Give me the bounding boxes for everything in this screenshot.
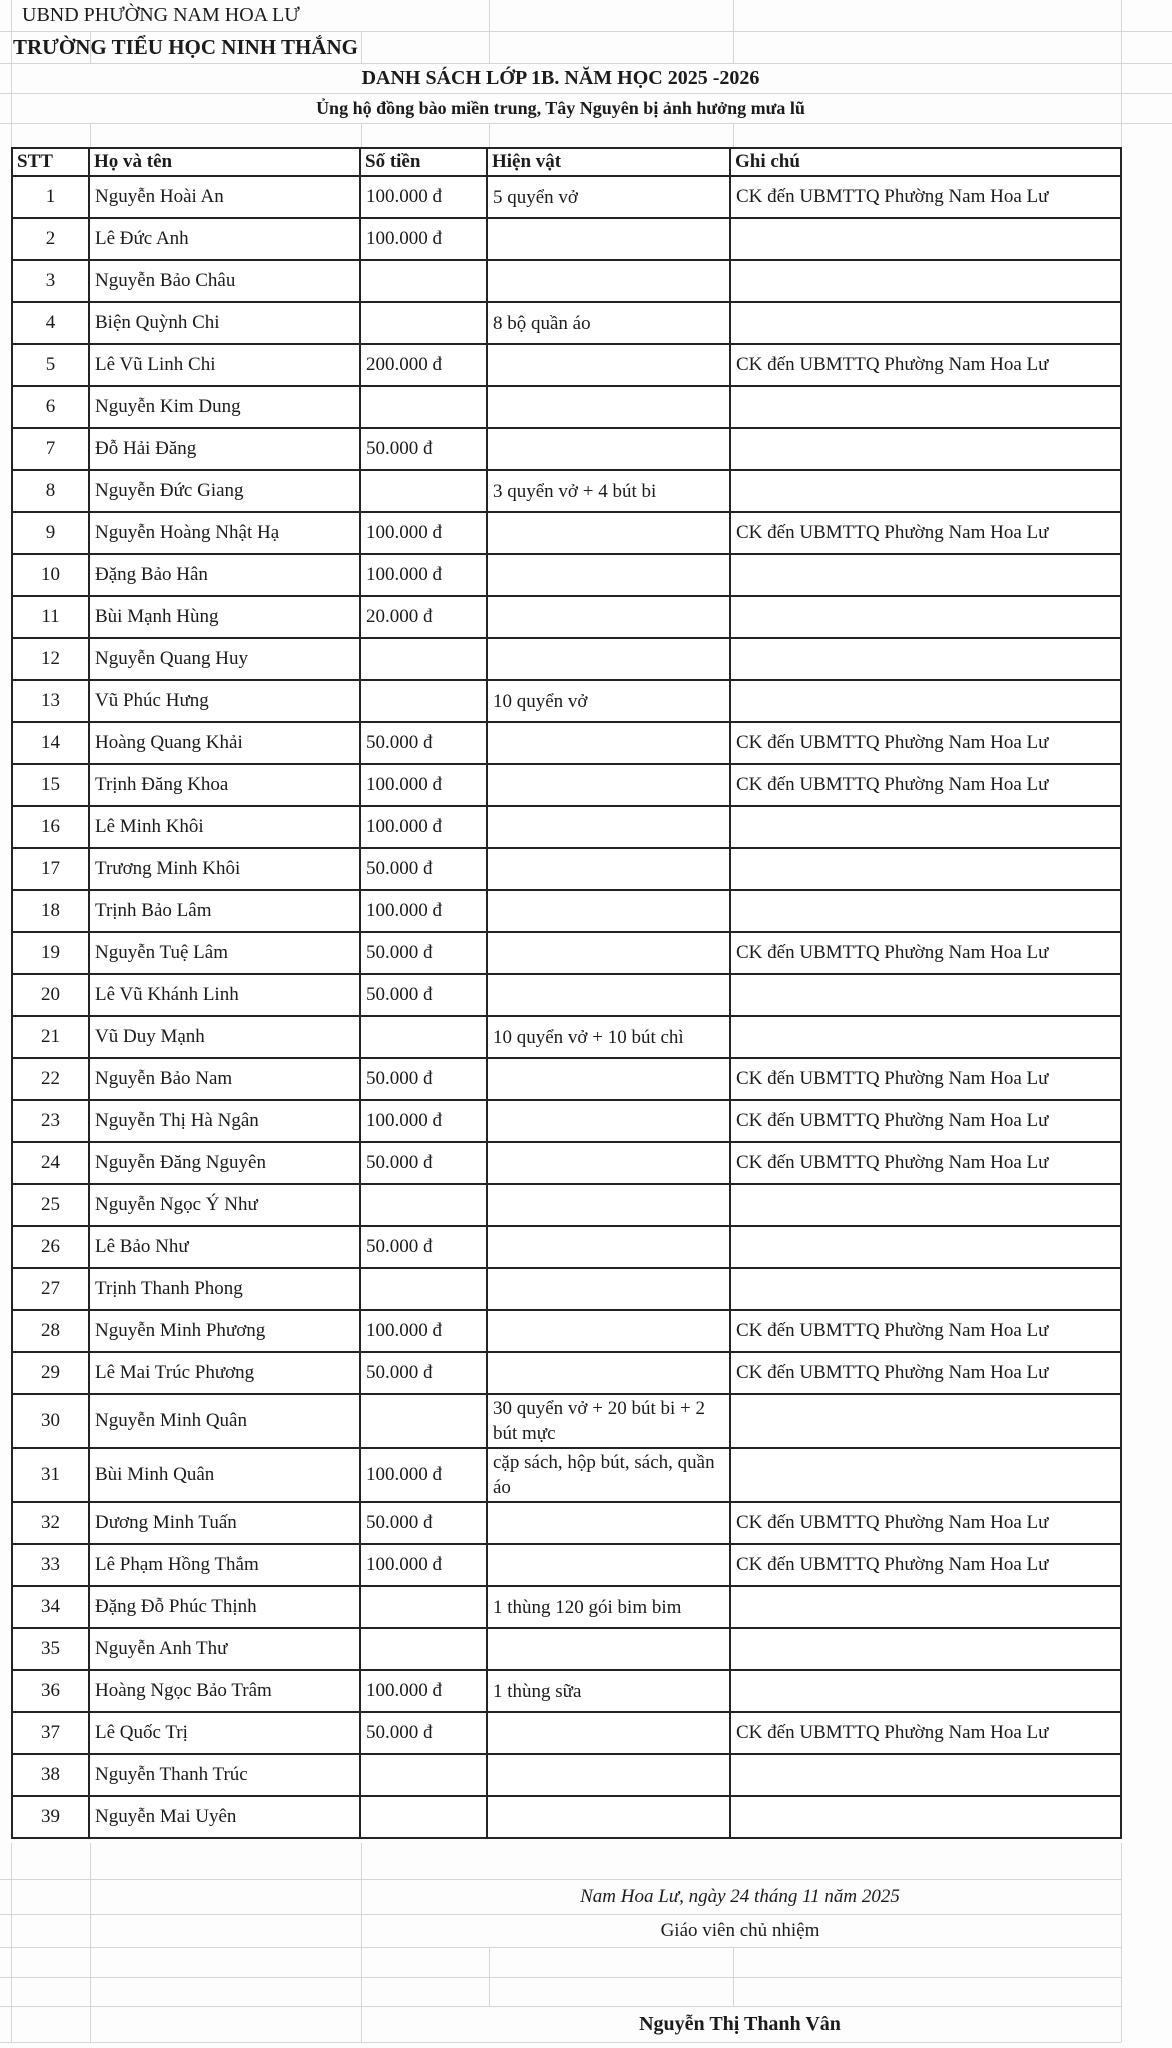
cell-note — [730, 1016, 1121, 1058]
table-row — [12, 512, 1121, 554]
cell-amount: 100.000 đ — [360, 218, 487, 260]
cell-goods — [487, 386, 730, 428]
cell-note: CK đến UBMTTQ Phường Nam Hoa Lư — [730, 1100, 1121, 1142]
cell-note — [730, 1268, 1121, 1310]
cell-note — [730, 1226, 1121, 1268]
cell-amount: 100.000 đ — [360, 1100, 487, 1142]
table-row — [12, 1352, 1121, 1394]
cell-stt: 38 — [12, 1754, 89, 1796]
cell-goods: 5 quyển vở — [487, 176, 730, 218]
gridline — [361, 123, 362, 147]
cell-stt: 9 — [12, 512, 89, 554]
cell-stt: 17 — [12, 848, 89, 890]
table-row — [12, 428, 1121, 470]
cell-stt: 7 — [12, 428, 89, 470]
table-row — [12, 848, 1121, 890]
cell-goods — [487, 596, 730, 638]
cell-amount: 100.000 đ — [360, 764, 487, 806]
table-row — [12, 1142, 1121, 1184]
cell-amount: 100.000 đ — [360, 1670, 487, 1712]
table-row — [12, 680, 1121, 722]
cell-note — [730, 1670, 1121, 1712]
cell-name: Nguyễn Đức Giang — [89, 470, 360, 512]
cell-amount: 200.000 đ — [360, 344, 487, 386]
cell-goods — [487, 512, 730, 554]
cell-note — [730, 428, 1121, 470]
cell-amount: 100.000 đ — [360, 1544, 487, 1586]
cell-stt: 18 — [12, 890, 89, 932]
cell-goods — [487, 1712, 730, 1754]
cell-amount — [360, 1184, 487, 1226]
cell-note — [730, 1754, 1121, 1796]
cell-goods — [487, 638, 730, 680]
cell-goods — [487, 218, 730, 260]
cell-name: Trương Minh Khôi — [89, 848, 360, 890]
cell-name: Hoàng Ngọc Bảo Trâm — [89, 1670, 360, 1712]
cell-goods — [487, 1100, 730, 1142]
cell-goods — [487, 1352, 730, 1394]
cell-stt: 27 — [12, 1268, 89, 1310]
cell-goods — [487, 974, 730, 1016]
cell-name: Trịnh Bảo Lâm — [89, 890, 360, 932]
table-row — [12, 1226, 1121, 1268]
cell-name: Lê Vũ Khánh Linh — [89, 974, 360, 1016]
signer-role: Giáo viên chủ nhiệm — [660, 1920, 820, 1941]
cell-stt: 15 — [12, 764, 89, 806]
cell-note — [730, 260, 1121, 302]
cell-goods — [487, 1268, 730, 1310]
cell-stt: 37 — [12, 1712, 89, 1754]
cell-name: Vũ Duy Mạnh — [89, 1016, 360, 1058]
cell-goods: cặp sách, hộp bút, sách, quần áo — [487, 1448, 730, 1502]
cell-note: CK đến UBMTTQ Phường Nam Hoa Lư — [730, 932, 1121, 974]
cell-goods: 3 quyển vở + 4 bút bi — [487, 470, 730, 512]
cell-goods — [487, 1796, 730, 1838]
cell-amount: 100.000 đ — [360, 1310, 487, 1352]
table-row — [12, 764, 1121, 806]
cell-goods — [487, 722, 730, 764]
cell-note: CK đến UBMTTQ Phường Nam Hoa Lư — [730, 1058, 1121, 1100]
cell-name: Lê Minh Khôi — [89, 806, 360, 848]
cell-stt: 24 — [12, 1142, 89, 1184]
cell-goods — [487, 344, 730, 386]
cell-name: Vũ Phúc Hưng — [89, 680, 360, 722]
cell-amount: 50.000 đ — [360, 932, 487, 974]
table-row — [12, 386, 1121, 428]
table-row — [12, 1586, 1121, 1628]
signer-name-row — [0, 2006, 1172, 2042]
cell-amount: 50.000 đ — [360, 848, 487, 890]
gridline — [489, 1947, 490, 2006]
cell-name: Nguyễn Thị Hà Ngân — [89, 1100, 360, 1142]
gridline — [0, 123, 1172, 124]
cell-note: CK đến UBMTTQ Phường Nam Hoa Lư — [730, 1142, 1121, 1184]
cell-note — [730, 302, 1121, 344]
cell-goods — [487, 1544, 730, 1586]
cell-amount: 100.000 đ — [360, 512, 487, 554]
cell-name: Nguyễn Minh Phương — [89, 1310, 360, 1352]
gridline — [733, 123, 734, 147]
table-row — [12, 218, 1121, 260]
date-line: Nam Hoa Lư, ngày 24 tháng 11 năm 2025 — [580, 1886, 900, 1907]
table-row — [12, 1016, 1121, 1058]
org-name-line1: UBND PHƯỜNG NAM HOA LƯ — [22, 4, 300, 26]
cell-note — [730, 596, 1121, 638]
date-line-row — [0, 1879, 1172, 1914]
cell-amount: 50.000 đ — [360, 1712, 487, 1754]
table-row — [12, 1268, 1121, 1310]
cell-stt: 25 — [12, 1184, 89, 1226]
org-name-line2: TRƯỜNG TIỂU HỌC NINH THẮNG — [13, 35, 358, 59]
table-row — [12, 806, 1121, 848]
cell-note — [730, 554, 1121, 596]
cell-goods — [487, 848, 730, 890]
table-row — [12, 1712, 1121, 1754]
column-header-goods: Hiện vật — [487, 148, 730, 176]
gridline — [489, 123, 490, 147]
cell-name: Nguyễn Bảo Nam — [89, 1058, 360, 1100]
cell-goods — [487, 932, 730, 974]
cell-note: CK đến UBMTTQ Phường Nam Hoa Lư — [730, 344, 1121, 386]
cell-note: CK đến UBMTTQ Phường Nam Hoa Lư — [730, 1352, 1121, 1394]
cell-amount: 50.000 đ — [360, 1226, 487, 1268]
table-row — [12, 1796, 1121, 1838]
cell-name: Lê Vũ Linh Chi — [89, 344, 360, 386]
cell-name: Nguyễn Quang Huy — [89, 638, 360, 680]
cell-amount: 50.000 đ — [360, 1352, 487, 1394]
cell-amount — [360, 1628, 487, 1670]
table-row — [12, 1100, 1121, 1142]
cell-goods — [487, 1502, 730, 1544]
cell-stt: 36 — [12, 1670, 89, 1712]
cell-name: Lê Quốc Trị — [89, 1712, 360, 1754]
cell-name: Trịnh Thanh Phong — [89, 1268, 360, 1310]
cell-note — [730, 848, 1121, 890]
cell-goods — [487, 554, 730, 596]
cell-goods: 8 bộ quần áo — [487, 302, 730, 344]
cell-goods — [487, 1142, 730, 1184]
cell-stt: 16 — [12, 806, 89, 848]
cell-note — [730, 386, 1121, 428]
cell-name: Lê Phạm Hồng Thắm — [89, 1544, 360, 1586]
cell-goods — [487, 1058, 730, 1100]
cell-amount: 100.000 đ — [360, 806, 487, 848]
cell-stt: 35 — [12, 1628, 89, 1670]
cell-note — [730, 470, 1121, 512]
cell-name: Nguyễn Bảo Châu — [89, 260, 360, 302]
table-row — [12, 1310, 1121, 1352]
table-row — [12, 1544, 1121, 1586]
cell-amount — [360, 680, 487, 722]
table-row — [12, 890, 1121, 932]
column-header-amount: Số tiền — [360, 148, 487, 176]
cell-name: Dương Minh Tuấn — [89, 1502, 360, 1544]
cell-name: Biện Quỳnh Chi — [89, 302, 360, 344]
cell-amount — [360, 386, 487, 428]
signer-role-row — [0, 1914, 1172, 1947]
cell-note — [730, 1448, 1121, 1502]
cell-note — [730, 638, 1121, 680]
cell-name: Nguyễn Kim Dung — [89, 386, 360, 428]
cell-goods: 10 quyển vở — [487, 680, 730, 722]
column-header-name: Họ và tên — [89, 148, 360, 176]
cell-stt: 34 — [12, 1586, 89, 1628]
cell-amount — [360, 1586, 487, 1628]
cell-note — [730, 218, 1121, 260]
cell-stt: 21 — [12, 1016, 89, 1058]
cell-note — [730, 1394, 1121, 1448]
column-header-stt: STT — [12, 148, 89, 176]
cell-amount: 50.000 đ — [360, 1142, 487, 1184]
cell-stt: 4 — [12, 302, 89, 344]
cell-name: Lê Đức Anh — [89, 218, 360, 260]
cell-stt: 8 — [12, 470, 89, 512]
cell-stt: 31 — [12, 1448, 89, 1502]
cell-stt: 10 — [12, 554, 89, 596]
gridline — [0, 1977, 1121, 1978]
cell-note — [730, 806, 1121, 848]
cell-goods — [487, 1754, 730, 1796]
cell-stt: 23 — [12, 1100, 89, 1142]
table-row — [12, 1448, 1121, 1502]
cell-name: Nguyễn Anh Thư — [89, 1628, 360, 1670]
cell-stt: 29 — [12, 1352, 89, 1394]
cell-goods — [487, 764, 730, 806]
gridline — [733, 1947, 734, 2006]
cell-stt: 26 — [12, 1226, 89, 1268]
cell-note: CK đến UBMTTQ Phường Nam Hoa Lư — [730, 1310, 1121, 1352]
gridline — [90, 123, 91, 147]
cell-note: CK đến UBMTTQ Phường Nam Hoa Lư — [730, 176, 1121, 218]
table-row — [12, 1058, 1121, 1100]
cell-name: Trịnh Đăng Khoa — [89, 764, 360, 806]
cell-note — [730, 974, 1121, 1016]
cell-goods: 1 thùng 120 gói bim bim — [487, 1586, 730, 1628]
table-row — [12, 260, 1121, 302]
cell-amount — [360, 1016, 487, 1058]
cell-note: CK đến UBMTTQ Phường Nam Hoa Lư — [730, 1502, 1121, 1544]
cell-stt: 20 — [12, 974, 89, 1016]
gridline — [0, 2042, 1121, 2043]
cell-note: CK đến UBMTTQ Phường Nam Hoa Lư — [730, 1544, 1121, 1586]
cell-name: Bùi Minh Quân — [89, 1448, 360, 1502]
cell-name: Đỗ Hải Đăng — [89, 428, 360, 470]
table-row — [12, 974, 1121, 1016]
cell-note — [730, 1184, 1121, 1226]
cell-goods: 30 quyển vở + 20 bút bi + 2 bút mực — [487, 1394, 730, 1448]
table-row — [12, 470, 1121, 512]
signer-name: Nguyễn Thị Thanh Vân — [639, 2013, 841, 2035]
cell-stt: 6 — [12, 386, 89, 428]
cell-name: Đặng Bảo Hân — [89, 554, 360, 596]
table-row — [12, 722, 1121, 764]
table-row — [12, 176, 1121, 218]
cell-amount: 50.000 đ — [360, 722, 487, 764]
column-header-note: Ghi chú — [730, 148, 1121, 176]
cell-stt: 5 — [12, 344, 89, 386]
cell-amount: 50.000 đ — [360, 1502, 487, 1544]
cell-name: Đặng Đỗ Phúc Thịnh — [89, 1586, 360, 1628]
cell-amount: 100.000 đ — [360, 890, 487, 932]
cell-stt: 28 — [12, 1310, 89, 1352]
cell-stt: 1 — [12, 176, 89, 218]
cell-name: Nguyễn Thanh Trúc — [89, 1754, 360, 1796]
table-row — [12, 596, 1121, 638]
cell-name: Lê Bảo Như — [89, 1226, 360, 1268]
cell-goods — [487, 890, 730, 932]
cell-amount — [360, 1394, 487, 1448]
gridline — [0, 1947, 1121, 1948]
cell-note: CK đến UBMTTQ Phường Nam Hoa Lư — [730, 512, 1121, 554]
table-row — [12, 1628, 1121, 1670]
table-row — [12, 344, 1121, 386]
cell-goods — [487, 428, 730, 470]
cell-amount — [360, 302, 487, 344]
cell-amount: 50.000 đ — [360, 428, 487, 470]
cell-stt: 3 — [12, 260, 89, 302]
table-row — [12, 1502, 1121, 1544]
cell-goods — [487, 1628, 730, 1670]
cell-amount: 50.000 đ — [360, 1058, 487, 1100]
cell-name: Nguyễn Ngọc Ý Như — [89, 1184, 360, 1226]
table-row — [12, 554, 1121, 596]
cell-goods — [487, 1226, 730, 1268]
cell-stt: 14 — [12, 722, 89, 764]
cell-stt: 13 — [12, 680, 89, 722]
cell-stt: 39 — [12, 1796, 89, 1838]
cell-note — [730, 680, 1121, 722]
document-subtitle: Ủng hộ đồng bào miền trung, Tây Nguyên bị ảnh hưởng mưa lũ — [316, 98, 805, 118]
cell-stt: 30 — [12, 1394, 89, 1448]
table-row — [12, 1394, 1121, 1448]
cell-name: Bùi Mạnh Hùng — [89, 596, 360, 638]
cell-name: Lê Mai Trúc Phương — [89, 1352, 360, 1394]
cell-amount — [360, 1268, 487, 1310]
cell-note: CK đến UBMTTQ Phường Nam Hoa Lư — [730, 722, 1121, 764]
cell-name: Nguyễn Minh Quân — [89, 1394, 360, 1448]
cell-amount — [360, 470, 487, 512]
cell-note — [730, 890, 1121, 932]
cell-amount: 50.000 đ — [360, 974, 487, 1016]
table-row — [12, 1670, 1121, 1712]
cell-name: Nguyễn Mai Uyên — [89, 1796, 360, 1838]
cell-amount — [360, 1796, 487, 1838]
cell-note: CK đến UBMTTQ Phường Nam Hoa Lư — [730, 1712, 1121, 1754]
table-row — [12, 638, 1121, 680]
cell-goods: 1 thùng sữa — [487, 1670, 730, 1712]
cell-goods — [487, 1184, 730, 1226]
cell-name: Hoàng Quang Khải — [89, 722, 360, 764]
cell-note — [730, 1628, 1121, 1670]
donation-table — [11, 147, 1122, 1839]
cell-amount — [360, 638, 487, 680]
cell-goods — [487, 1310, 730, 1352]
cell-goods — [487, 260, 730, 302]
table-row — [12, 1184, 1121, 1226]
cell-note — [730, 1586, 1121, 1628]
cell-stt: 32 — [12, 1502, 89, 1544]
cell-goods: 10 quyển vở + 10 bút chì — [487, 1016, 730, 1058]
cell-stt: 33 — [12, 1544, 89, 1586]
cell-amount: 100.000 đ — [360, 1448, 487, 1502]
cell-amount — [360, 260, 487, 302]
cell-stt: 2 — [12, 218, 89, 260]
cell-amount: 100.000 đ — [360, 176, 487, 218]
table-row — [12, 302, 1121, 344]
table-header-row — [12, 148, 1121, 176]
table-row — [12, 1754, 1121, 1796]
table-row — [12, 932, 1121, 974]
cell-goods — [487, 806, 730, 848]
cell-note: CK đến UBMTTQ Phường Nam Hoa Lư — [730, 764, 1121, 806]
cell-stt: 12 — [12, 638, 89, 680]
cell-amount: 100.000 đ — [360, 554, 487, 596]
cell-amount: 20.000 đ — [360, 596, 487, 638]
cell-note — [730, 1796, 1121, 1838]
cell-stt: 11 — [12, 596, 89, 638]
cell-stt: 19 — [12, 932, 89, 974]
cell-name: Nguyễn Hoài An — [89, 176, 360, 218]
cell-name: Nguyễn Đăng Nguyên — [89, 1142, 360, 1184]
cell-name: Nguyễn Tuệ Lâm — [89, 932, 360, 974]
cell-name: Nguyễn Hoàng Nhật Hạ — [89, 512, 360, 554]
document-title: DANH SÁCH LỚP 1B. NĂM HỌC 2025 -2026 — [361, 67, 760, 89]
cell-amount — [360, 1754, 487, 1796]
cell-stt: 22 — [12, 1058, 89, 1100]
